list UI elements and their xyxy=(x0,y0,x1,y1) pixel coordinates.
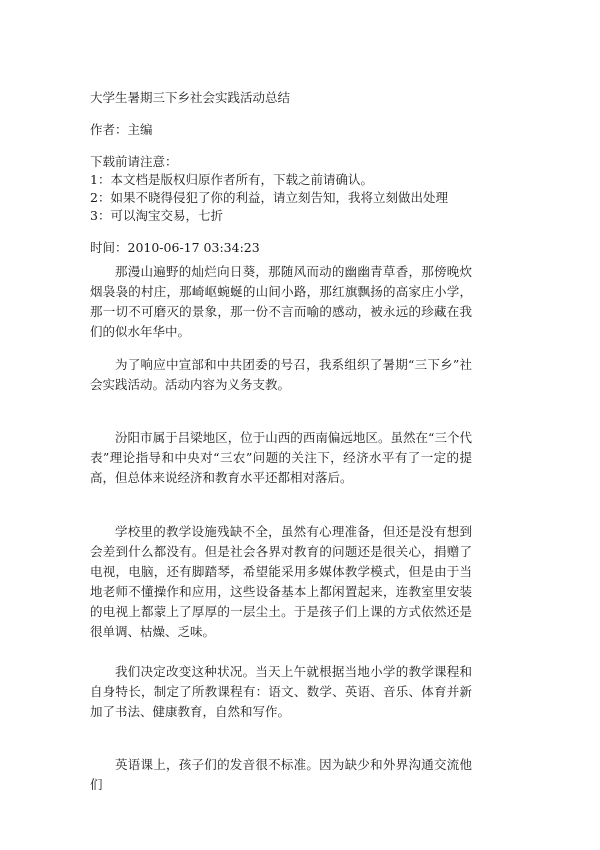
body-paragraph: 为了响应中宣部和中共团委的号召，我系组织了暑期“三下乡”社会实践活动。活动内容为义务支教。 xyxy=(90,357,472,392)
body-paragraph: 我们决定改变这种状况。当天上午就根据当地小学的教学课程和自身特长，制定了所教课程有：语文、数学、英语、音乐、体育并新加了书法、健康教育，自然和写作。 xyxy=(90,664,472,719)
body-paragraph: 汾阳市属于吕梁地区，位于山西的西南偏远地区。虽然在“三个代表”理论指导和中央对“三农”问题的关注下，经济水平有了一定的提高，但总体来说经济和教育水平还都相对落后。 xyxy=(90,430,472,485)
download-notice-item: 1：本文档是版权归原作者所有，下载之前请确认。 xyxy=(90,172,373,187)
document-title: 大学生暑期三下乡社会实践活动总结 xyxy=(90,90,291,105)
document-timestamp: 时间：2010-06-17 03:34:23 xyxy=(90,240,260,255)
body-paragraph: 英语课上，孩子们的发音很不标准。因为缺少和外界沟通交流他们 xyxy=(90,757,472,792)
download-notice-item: 3：可以淘宝交易，七折 xyxy=(90,208,223,223)
download-notice-item: 2：如果不晓得侵犯了你的利益，请立刻告知，我将立刻做出处理 xyxy=(90,190,448,205)
body-paragraph: 学校里的教学设施残缺不全，虽然有心理准备，但还是没有想到会差到什么都没有。但是社会各界对教育的问题还是很关心，捐赠了电视，电脑，还有脚踏琴，希望能采用多媒体教学模式，但是由于当地老师不懂操作和应用，这些设备基本上都闲置起来，连教室里安装的电视上都蒙上了厚厚的一层尘土。于是孩子们上课的方式依然还是很单调、枯燥、乏味。 xyxy=(90,524,472,639)
body-paragraph: 那漫山遍野的灿烂向日葵，那随风而动的幽幽青草香，那傍晚炊烟袅袅的村庄，那崎岖蜿蜒的山间小路，那红旗飘扬的高家庄小学，那一切不可磨灭的景象，那一份不言而喻的感动，被永远的珍藏在我们的似水年华中。 xyxy=(90,264,472,339)
document-author: 作者：主编 xyxy=(90,122,153,137)
download-notice-heading: 下载前请注意： xyxy=(90,154,178,169)
